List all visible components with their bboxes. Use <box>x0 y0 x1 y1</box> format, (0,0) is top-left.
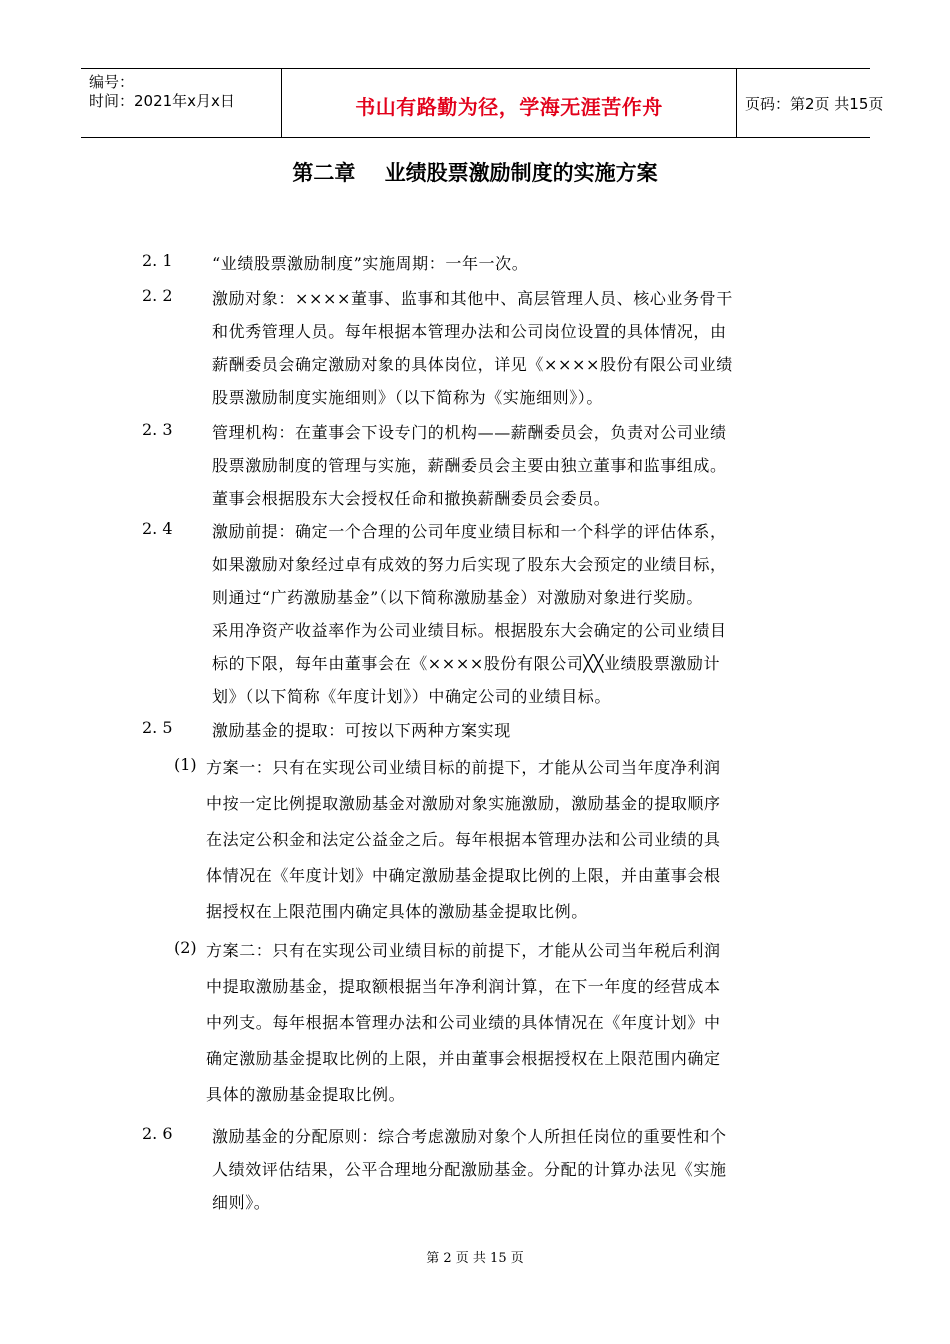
section-line: 如果激励对象经过卓有成效的努力后实现了股东大会预定的业绩目标， <box>212 555 727 574</box>
subsection-line: 方案一：只有在实现公司业绩目标的前提下，才能从公司当年度净利润 <box>206 758 721 777</box>
section-number: 2. 2 <box>142 286 173 305</box>
subsection-line: 方案二：只有在实现公司业绩目标的前提下，才能从公司当年税后利润 <box>206 941 721 960</box>
section-line: 和优秀管理人员。每年根据本管理办法和公司岗位设置的具体情况，由 <box>212 322 727 341</box>
section-number: 2. 5 <box>142 718 173 737</box>
subsection-line: 中列支。每年根据本管理办法和公司业绩的具体情况在《年度计划》中 <box>206 1013 721 1032</box>
section-line: 标的下限，每年由董事会在《××××股份有限公司╳╳业绩股票激励计 <box>212 654 721 673</box>
section-line: 管理机构：在董事会下设专门的机构——薪酬委员会，负责对公司业绩 <box>212 423 727 442</box>
section-line: 划》（以下简称《年度计划》）中确定公司的业绩目标。 <box>212 687 612 706</box>
section-line: 则通过“广药激励基金”（以下简称激励基金）对激励对象进行奖励。 <box>212 588 703 607</box>
section-line: 激励前提：确定一个合理的公司年度业绩目标和一个科学的评估体系， <box>212 522 727 541</box>
section-number: 2. 3 <box>142 420 173 439</box>
section-line: “业绩股票激励制度”实施周期：一年一次。 <box>212 254 529 273</box>
subsection-line: 体情况在《年度计划》中确定激励基金提取比例的上限，并由董事会根 <box>206 866 721 885</box>
subsection-line: 确定激励基金提取比例的上限，并由董事会根据授权在上限范围内确定 <box>206 1049 721 1068</box>
section-line: 股票激励制度的管理与实施，薪酬委员会主要由独立董事和监事组成。 <box>212 456 727 475</box>
section-line: 人绩效评估结果，公平合理地分配激励基金。分配的计算办法见《实施 <box>212 1160 727 1179</box>
header-page-cell <box>737 69 884 137</box>
subsection-line: 据授权在上限范围内确定具体的激励基金提取比例。 <box>206 902 588 921</box>
section-line: 采用净资产收益率作为公司业绩目标。根据股东大会确定的公司业绩目 <box>212 621 727 640</box>
motto-text: 书山有路勤为径，学海无涯苦作舟 <box>355 95 663 119</box>
subsection-number: (1) <box>174 755 197 774</box>
number-label: 编号： <box>89 73 135 91</box>
section-number: 2. 4 <box>142 519 173 538</box>
section-line: 激励基金的提取：可按以下两种方案实现 <box>212 721 511 740</box>
header-meta-cell <box>81 69 282 137</box>
section-line: 股票激励制度实施细则》（以下简称为《实施细则》）。 <box>212 388 604 407</box>
subsection-line: 中按一定比例提取激励基金对激励对象实施激励，激励基金的提取顺序 <box>206 794 721 813</box>
section-line: 董事会根据股东大会授权任命和撤换薪酬委员会委员。 <box>212 489 611 508</box>
page-footer: 第 2 页 共 15 页 <box>426 1251 524 1266</box>
header-motto-cell <box>282 69 737 137</box>
subsection-line: 在法定公积金和法定公益金之后。每年根据本管理办法和公司业绩的具 <box>206 830 721 849</box>
header-table <box>81 68 884 138</box>
subsection-number: (2) <box>174 938 197 957</box>
section-number: 2. 6 <box>142 1124 173 1143</box>
section-line: 薪酬委员会确定激励对象的具体岗位，详见《××××股份有限公司业绩 <box>212 355 733 374</box>
subsection-line: 中提取激励基金，提取额根据当年净利润计算，在下一年度的经营成本 <box>206 977 721 996</box>
section-line: 细则》。 <box>212 1193 271 1212</box>
time-label: 时间：2021年x月x日 <box>89 92 235 110</box>
section-line: 激励基金的分配原则：综合考虑激励对象个人所担任岗位的重要性和个 <box>212 1127 727 1146</box>
section-line: 激励对象：××××董事、监事和其他中、高层管理人员、核心业务骨干 <box>212 289 733 308</box>
section-number: 2. 1 <box>142 251 173 270</box>
page-info: 页码：第2页 共15页 <box>745 95 884 113</box>
chapter-title: 第二章 业绩股票激励制度的实施方案 <box>292 161 658 185</box>
subsection-line: 具体的激励基金提取比例。 <box>206 1085 406 1104</box>
